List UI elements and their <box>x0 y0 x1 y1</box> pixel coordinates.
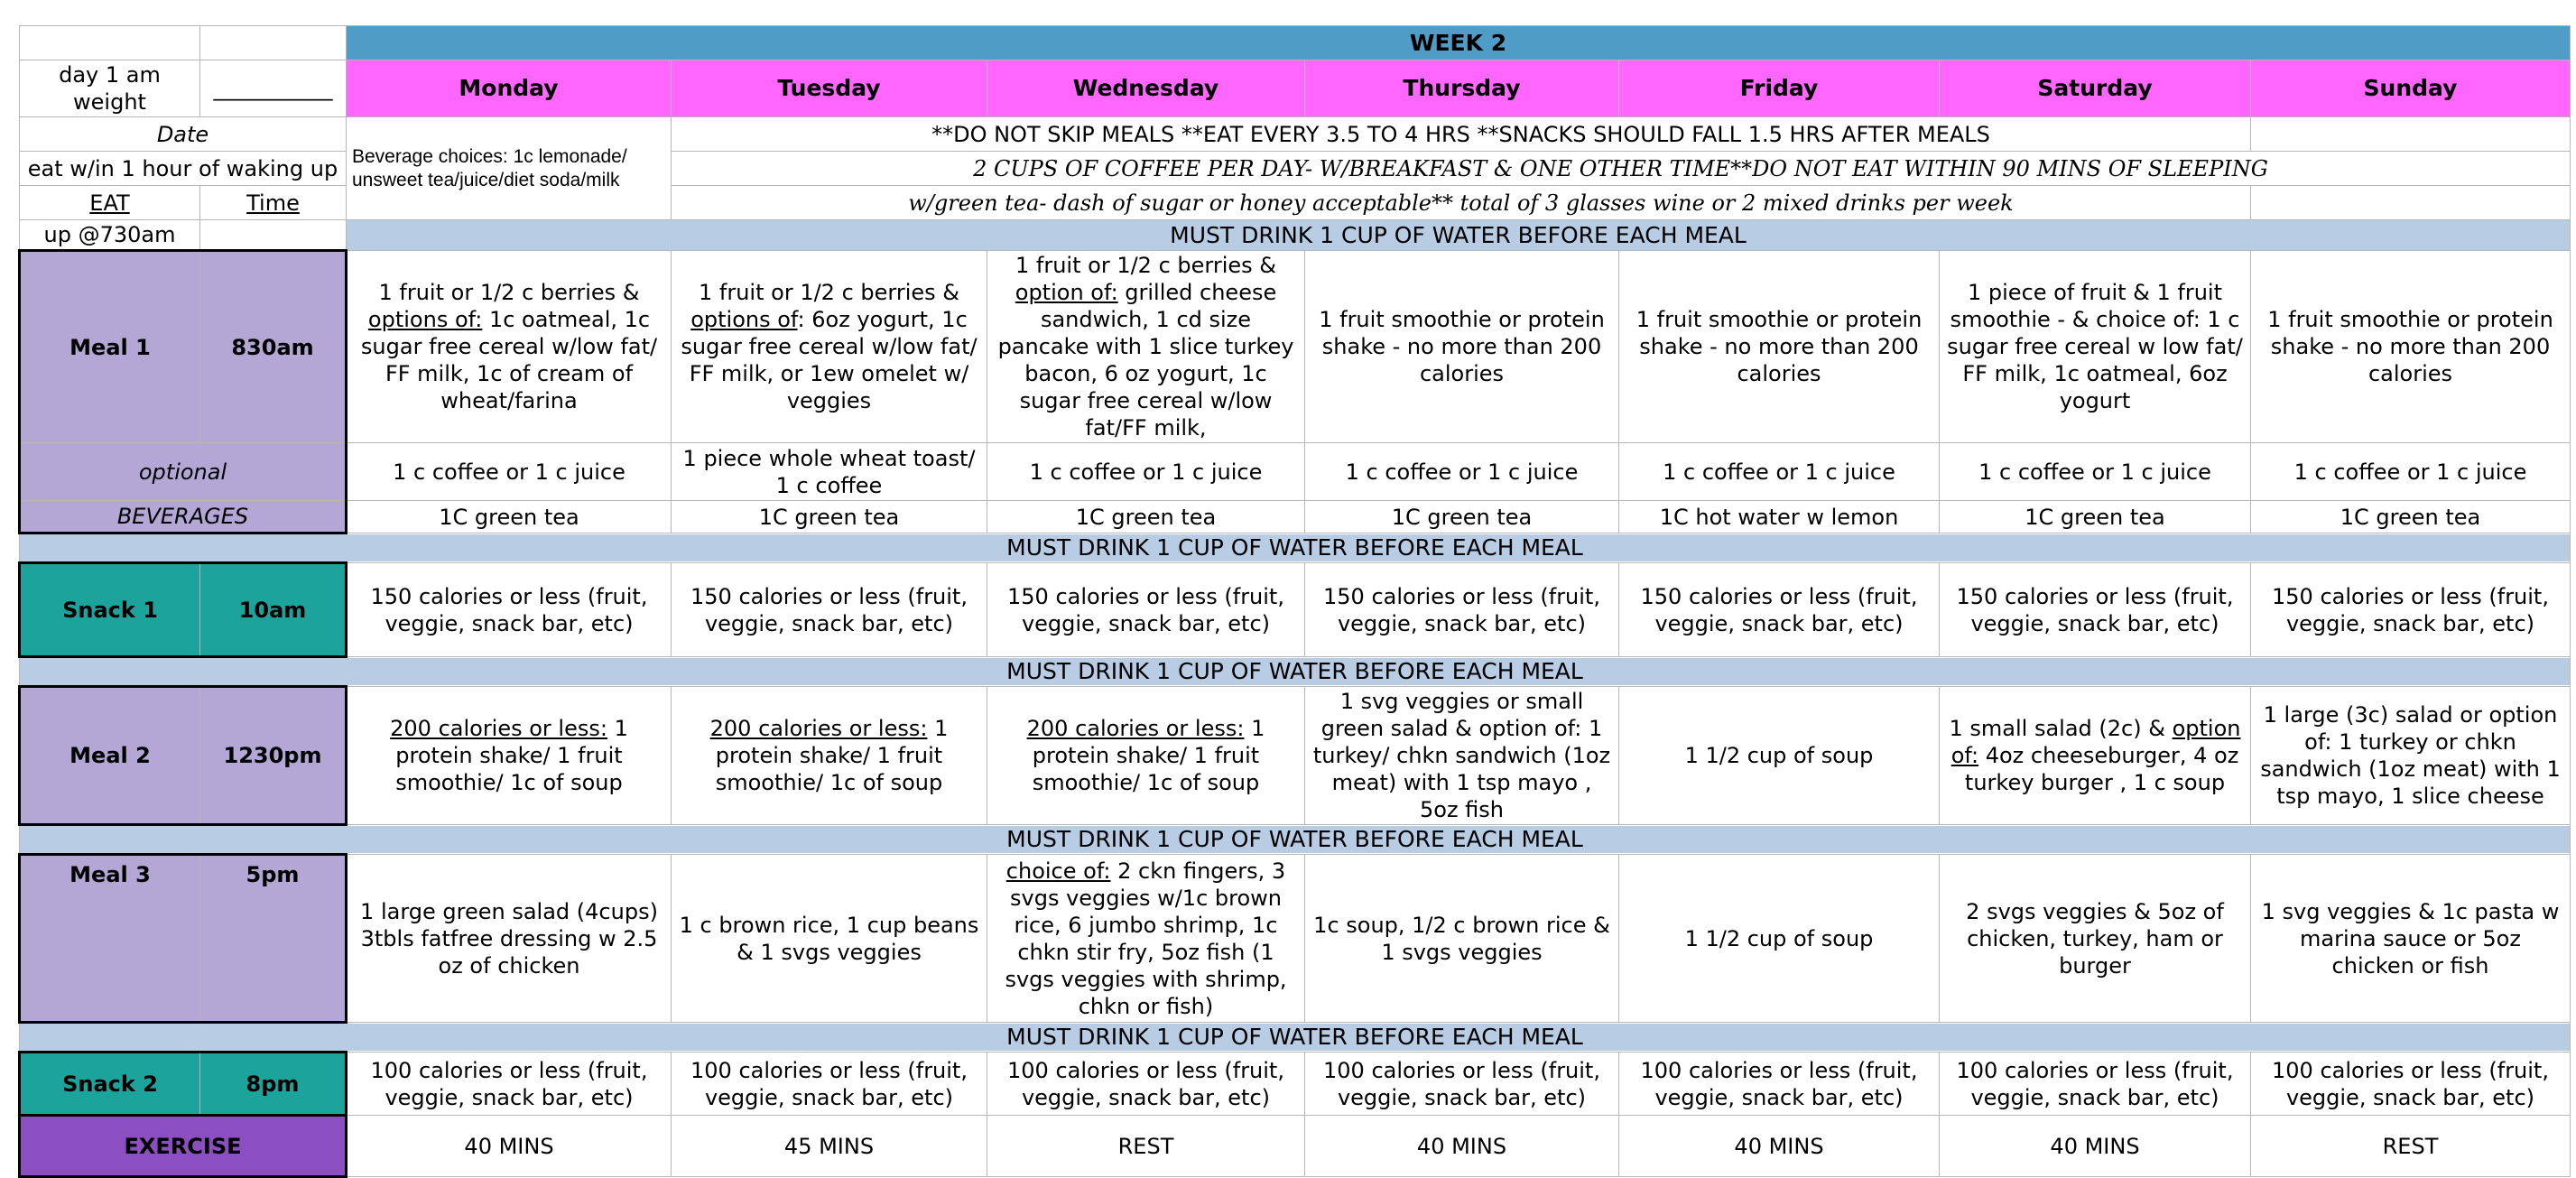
snack2-cell-monday[interactable]: 100 calories or less (fruit, veggie, snack bar, etc) <box>347 1053 672 1116</box>
meal1-cell-thursday[interactable]: 1 fruit smoothie or protein shake - no more than 200 calories <box>1305 251 1619 443</box>
water-reminder-band[interactable]: MUST DRINK 1 CUP OF WATER BEFORE EACH MEAL <box>20 825 2571 855</box>
snack1-cell-saturday[interactable]: 150 calories or less (fruit, veggie, snack bar, etc) <box>1940 563 2251 657</box>
weight-blank[interactable]: ___________ <box>200 60 347 117</box>
meal3-cell-friday[interactable] <box>1619 855 1940 1023</box>
optional-cell-saturday[interactable]: 1 c coffee or 1 c juice <box>1940 443 2251 501</box>
beverage-cell-tuesday[interactable]: 1C green tea <box>672 501 987 533</box>
snack2-cell-thursday[interactable]: 100 calories or less (fruit, veggie, snack bar, etc) <box>1305 1053 1619 1116</box>
exercise-cell-saturday[interactable]: 40 MINS <box>1940 1116 2251 1177</box>
blank-cell[interactable] <box>2251 186 2571 220</box>
day-header-wednesday[interactable]: Wednesday <box>987 60 1305 117</box>
cell-text-underlined: option of: <box>1951 716 2241 768</box>
cell-text: 1c oatmeal, 1c sugar free cereal w/low fat/ FF milk, 1c of cream of wheat/farina <box>360 307 658 413</box>
meal1-cell-wednesday[interactable] <box>987 251 1305 443</box>
cell-text: 1 svg veggies or small green salad & option of: 1 turkey/ chkn sandwich (1oz meat) with 1 tsp mayo , 5oz fish <box>1312 689 1611 822</box>
meal1-cell-saturday[interactable]: 1 piece of fruit & 1 fruit smoothie - & choice of: 1 c sugar free cereal w low fat/ FF milk, 1c oatmeal, 6oz yogurt <box>1940 251 2251 443</box>
week-title[interactable]: WEEK 2 <box>347 26 2571 60</box>
meal2-cell-thursday[interactable] <box>1305 687 1619 825</box>
meal2-cell-tuesday[interactable] <box>672 687 987 825</box>
cell-text: 1 protein shake/ 1 fruit smoothie/ 1c of soup <box>715 716 949 795</box>
cell-text-underlined: options of <box>690 307 798 332</box>
beverage-cell-saturday[interactable]: 1C green tea <box>1940 501 2251 533</box>
cell-text: 1 small salad (2c) & <box>1949 716 2173 741</box>
green-tea-note[interactable]: w/green tea- dash of sugar or honey acceptable** total of 3 glasses wine or 2 mixed drinks per week <box>672 186 2251 220</box>
snack2-time[interactable]: 8pm <box>200 1053 347 1116</box>
snack1-cell-wednesday[interactable]: 150 calories or less (fruit, veggie, snack bar, etc) <box>987 563 1305 657</box>
cell-text: 1 fruit or 1/2 c berries & <box>378 280 640 305</box>
day-header-friday[interactable]: Friday <box>1619 60 1940 117</box>
optional-label[interactable]: optional <box>20 443 347 501</box>
cell-text: 1c soup, 1/2 c brown rice & 1 svgs veggies <box>1313 912 1610 965</box>
exercise-cell-thursday[interactable]: 40 MINS <box>1305 1116 1619 1177</box>
beverage-cell-thursday[interactable]: 1C green tea <box>1305 501 1619 533</box>
skip-meals-note[interactable]: **DO NOT SKIP MEALS **EAT EVERY 3.5 TO 4 HRS **SNACKS SHOULD FALL 1.5 HRS AFTER MEALS <box>672 117 2251 152</box>
beverage-cell-sunday[interactable]: 1C green tea <box>2251 501 2571 533</box>
cell-text-underlined: 200 calories or less: <box>390 716 607 741</box>
exercise-label[interactable]: EXERCISE <box>20 1116 347 1177</box>
optional-cell-monday[interactable]: 1 c coffee or 1 c juice <box>347 443 672 501</box>
snack2-cell-wednesday[interactable]: 100 calories or less (fruit, veggie, snack bar, etc) <box>987 1053 1305 1116</box>
meal3-cell-sunday[interactable] <box>2251 855 2571 1023</box>
optional-cell-wednesday[interactable]: 1 c coffee or 1 c juice <box>987 443 1305 501</box>
exercise-cell-friday[interactable]: 40 MINS <box>1619 1116 1940 1177</box>
snack2-label[interactable]: Snack 2 <box>20 1053 200 1116</box>
meal2-time[interactable]: 1230pm <box>200 687 347 825</box>
meal1-time[interactable]: 830am <box>200 251 347 443</box>
beverage-cell-wednesday[interactable]: 1C green tea <box>987 501 1305 533</box>
snack1-cell-sunday[interactable]: 150 calories or less (fruit, veggie, snack bar, etc) <box>2251 563 2571 657</box>
day-header-thursday[interactable]: Thursday <box>1305 60 1619 117</box>
meal1-cell-friday[interactable]: 1 fruit smoothie or protein shake - no more than 200 calories <box>1619 251 1940 443</box>
exercise-cell-sunday[interactable]: REST <box>2251 1116 2571 1177</box>
snack2-cell-sunday[interactable]: 100 calories or less (fruit, veggie, snack bar, etc) <box>2251 1053 2571 1116</box>
meal1-label[interactable]: Meal 1 <box>20 251 200 443</box>
cell-text: 1 protein shake/ 1 fruit smoothie/ 1c of soup <box>395 716 628 795</box>
exercise-cell-monday[interactable]: 40 MINS <box>347 1116 672 1177</box>
blank-cell[interactable] <box>20 26 200 60</box>
wake-time-label[interactable]: up @730am <box>20 220 200 251</box>
meal3-cell-saturday[interactable] <box>1940 855 2251 1023</box>
water-reminder-band[interactable]: MUST DRINK 1 CUP OF WATER BEFORE EACH MEAL <box>20 1023 2571 1053</box>
blank-cell[interactable] <box>2251 117 2571 152</box>
cell-text-underlined: option of: <box>1015 280 1118 305</box>
meal2-label[interactable]: Meal 2 <box>20 687 200 825</box>
meal3-cell-tuesday[interactable] <box>672 855 987 1023</box>
cell-text-underlined: 200 calories or less: <box>1026 716 1245 741</box>
water-reminder-band[interactable]: MUST DRINK 1 CUP OF WATER BEFORE EACH MEAL <box>20 533 2571 563</box>
optional-cell-tuesday[interactable]: 1 piece whole wheat toast/ 1 c coffee <box>672 443 987 501</box>
meal-plan-table <box>18 25 2571 1178</box>
blank-cell[interactable] <box>200 26 347 60</box>
snack2-cell-tuesday[interactable]: 100 calories or less (fruit, veggie, snack bar, etc) <box>672 1053 987 1116</box>
cell-text: : 6oz yogurt, 1c sugar free cereal w/low fat/ FF milk, or 1ew omelet w/ veggies <box>681 307 978 413</box>
snack1-time[interactable]: 10am <box>200 563 347 657</box>
snack2-cell-friday[interactable]: 100 calories or less (fruit, veggie, snack bar, etc) <box>1619 1053 1940 1116</box>
eat-column-label[interactable]: EAT <box>20 186 200 220</box>
snack1-cell-friday[interactable]: 150 calories or less (fruit, veggie, snack bar, etc) <box>1619 563 1940 657</box>
meal2-cell-wednesday[interactable] <box>987 687 1305 825</box>
cell-text-underlined: 200 calories or less: <box>709 716 928 741</box>
cell-text: grilled cheese sandwich, 1 cd size pancake with 1 slice turkey bacon, 6 oz yogurt, 1c sugar free cereal w/low fat/FF milk, <box>997 280 1294 441</box>
day-header-tuesday[interactable]: Tuesday <box>672 60 987 117</box>
cell-text: 2 ckn fingers, 3 svgs veggies w/1c brown rice, 6 jumbo shrimp, 1c chkn stir fry, 5oz fish (1 svgs veggies with shrimp, chkn or fish) <box>1005 858 1287 1019</box>
snack1-cell-monday[interactable]: 150 calories or less (fruit, veggie, snack bar, etc) <box>347 563 672 657</box>
cell-text-underlined: options of: <box>367 307 483 332</box>
beverage-cell-friday[interactable]: 1C hot water w lemon <box>1619 501 1940 533</box>
cell-text: 1 c brown rice, 1 cup beans & 1 svgs veggies <box>679 912 979 965</box>
exercise-cell-tuesday[interactable]: 45 MINS <box>672 1116 987 1177</box>
cell-text: 1 fruit or 1/2 c berries & <box>699 280 959 305</box>
cell-text: 1 large green salad (4cups) 3tbls fatfree dressing w 2.5 oz of chicken <box>360 898 658 979</box>
cell-text: 4oz cheeseburger, 4 oz turkey burger , 1 c soup <box>1964 743 2239 795</box>
snack1-cell-tuesday[interactable]: 150 calories or less (fruit, veggie, snack bar, etc) <box>672 563 987 657</box>
time-column-label[interactable]: Time <box>200 186 347 220</box>
cell-text-underlined: choice of: <box>1005 858 1111 884</box>
cell-text: 1 large (3c) salad or option of: 1 turkey or chkn sandwich (1oz meat) with 1 tsp mayo, 1 slice cheese <box>2260 702 2561 809</box>
beverages-label[interactable]: BEVERAGES <box>20 501 347 533</box>
cell-text: 1 1/2 cup of soup <box>1684 743 1874 768</box>
weight-label[interactable]: day 1 am weight <box>20 60 200 117</box>
cell-text: 2 svgs veggies & 5oz of chicken, turkey, ham or burger <box>1966 898 2224 979</box>
water-reminder-band[interactable]: MUST DRINK 1 CUP OF WATER BEFORE EACH MEAL <box>347 220 2571 251</box>
cell-text: 1 protein shake/ 1 fruit smoothie/ 1c of soup <box>1032 716 1265 795</box>
meal3-label[interactable]: Meal 3 <box>20 855 200 1023</box>
day-header-sunday[interactable]: Sunday <box>2251 60 2571 117</box>
cell-text: 1 1/2 cup of soup <box>1684 925 1874 951</box>
meal1-cell-tuesday[interactable] <box>672 251 987 443</box>
cell-text: 1 fruit or 1/2 c berries & <box>1015 253 1276 278</box>
coffee-note[interactable]: 2 CUPS OF COFFEE PER DAY- W/BREAKFAST & ONE OTHER TIME**DO NOT EAT WITHIN 90 MINS OF SLEEPING <box>672 152 2571 186</box>
day-header-monday[interactable]: Monday <box>347 60 672 117</box>
water-reminder-band[interactable]: MUST DRINK 1 CUP OF WATER BEFORE EACH MEAL <box>20 657 2571 687</box>
day-header-saturday[interactable]: Saturday <box>1940 60 2251 117</box>
meal2-cell-sunday[interactable] <box>2251 687 2571 825</box>
snack1-label[interactable]: Snack 1 <box>20 563 200 657</box>
eat-within-label[interactable]: eat w/in 1 hour of waking up <box>20 152 347 186</box>
meal1-cell-monday[interactable] <box>347 251 672 443</box>
meal1-cell-sunday[interactable]: 1 fruit smoothie or protein shake - no more than 200 calories <box>2251 251 2571 443</box>
exercise-cell-wednesday[interactable]: REST <box>987 1116 1305 1177</box>
cell-text: 1 svg veggies & 1c pasta w marina sauce or 5oz chicken or fish <box>2261 898 2560 979</box>
meal3-cell-monday[interactable] <box>347 855 672 1023</box>
optional-cell-sunday[interactable]: 1 c coffee or 1 c juice <box>2251 443 2571 501</box>
beverage-cell-monday[interactable]: 1C green tea <box>347 501 672 533</box>
meal2-cell-monday[interactable] <box>347 687 672 825</box>
date-label[interactable]: Date <box>20 117 347 152</box>
beverage-choices-note[interactable]: Beverage choices: 1c lemonade/ unsweet tea/juice/diet soda/milk <box>347 117 672 220</box>
meal3-cell-thursday[interactable] <box>1305 855 1619 1023</box>
optional-cell-thursday[interactable]: 1 c coffee or 1 c juice <box>1305 443 1619 501</box>
meal3-cell-wednesday[interactable] <box>987 855 1305 1023</box>
blank-cell[interactable] <box>200 220 347 251</box>
meal3-time[interactable]: 5pm <box>200 855 347 1023</box>
snack1-cell-thursday[interactable]: 150 calories or less (fruit, veggie, snack bar, etc) <box>1305 563 1619 657</box>
meal2-cell-saturday[interactable] <box>1940 687 2251 825</box>
meal2-cell-friday[interactable] <box>1619 687 1940 825</box>
optional-cell-friday[interactable]: 1 c coffee or 1 c juice <box>1619 443 1940 501</box>
snack2-cell-saturday[interactable]: 100 calories or less (fruit, veggie, snack bar, etc) <box>1940 1053 2251 1116</box>
